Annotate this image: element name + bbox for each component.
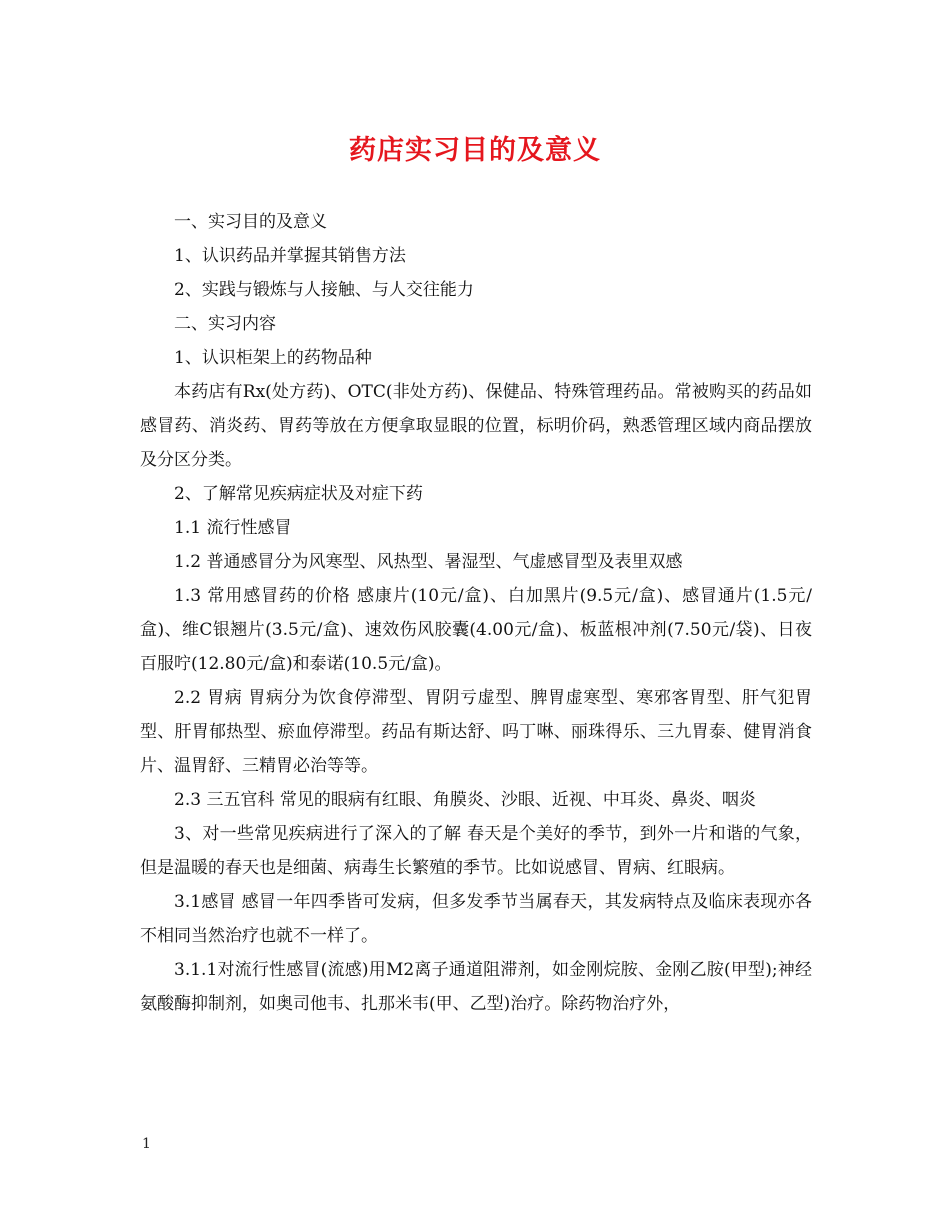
paragraph-body: 本药店有Rx(处方药)、OTC(非处方药)、保健品、特殊管理药品。常被购买的药品如感冒药、消炎药、胃药等放在方便拿取显眼的位置，标明价码，熟悉管理区域内商品摆放及分区分类。 [140,382,812,470]
paragraph-body: 3.1感冒 感冒一年四季皆可发病，但多发季节当属春天，其发病特点及临床表现亦各不相同当然治疗也就不一样了。 [140,892,812,946]
paragraph-body: 2.3 三五官科 常见的眼病有红眼、角膜炎、沙眼、近视、中耳炎、鼻炎、咽炎 [174,790,756,810]
paragraph-heading-2: 二、实习内容 [174,314,276,334]
paragraph-heading-1: 一、实习目的及意义 [174,212,327,232]
paragraph-item: 1.2 普通感冒分为风寒型、风热型、暑湿型、气虚感冒型及表里双感 [174,552,683,572]
document-body [140,205,812,1021]
page-number: 1 [142,1136,151,1152]
paragraph-body: 1.3 常用感冒药的价格 感康片(10元/盒)、白加黑片(9.5元/盒)、感冒通片(1.5元/盒)、维C银翘片(3.5元/盒)、速效伤风胶囊(4.00元/盒)、板蓝根冲剂(7.50元/袋)、日夜百服咛(12.80元/盒)和泰诺(10.5元/盒)。 [140,586,812,674]
paragraph-item: 1.1 流行性感冒 [174,518,292,538]
paragraph-item: 1、认识药品并掌握其销售方法 [174,246,406,266]
paragraph-item: 1、认识柜架上的药物品种 [174,348,372,368]
paragraph-body: 2.2 胃病 胃病分为饮食停滞型、胃阴亏虚型、脾胃虚寒型、寒邪客胃型、肝气犯胃型、肝胃郁热型、瘀血停滞型。药品有斯达舒、吗丁啉、丽珠得乐、三九胃泰、健胃消食片、温胃舒、三精胃必治等等。 [140,688,812,776]
document-title: 药店实习目的及意义 [349,135,601,166]
paragraph-item: 2、实践与锻炼与人接触、与人交往能力 [174,280,474,300]
paragraph-body: 3.1.1对流行性感冒(流感)用M2离子通道阻滞剂，如金刚烷胺、金刚乙胺(甲型);神经氨酸酶抑制剂，如奥司他韦、扎那米韦(甲、乙型)治疗。除药物治疗外， [140,960,812,1014]
paragraph-body: 3、对一些常见疾病进行了深入的了解 春天是个美好的季节，到外一片和谐的气象，但是温暖的春天也是细菌、病毒生长繁殖的季节。比如说感冒、胃病、红眼病。 [140,824,812,878]
paragraph-item: 2、了解常见疾病症状及对症下药 [174,484,423,504]
